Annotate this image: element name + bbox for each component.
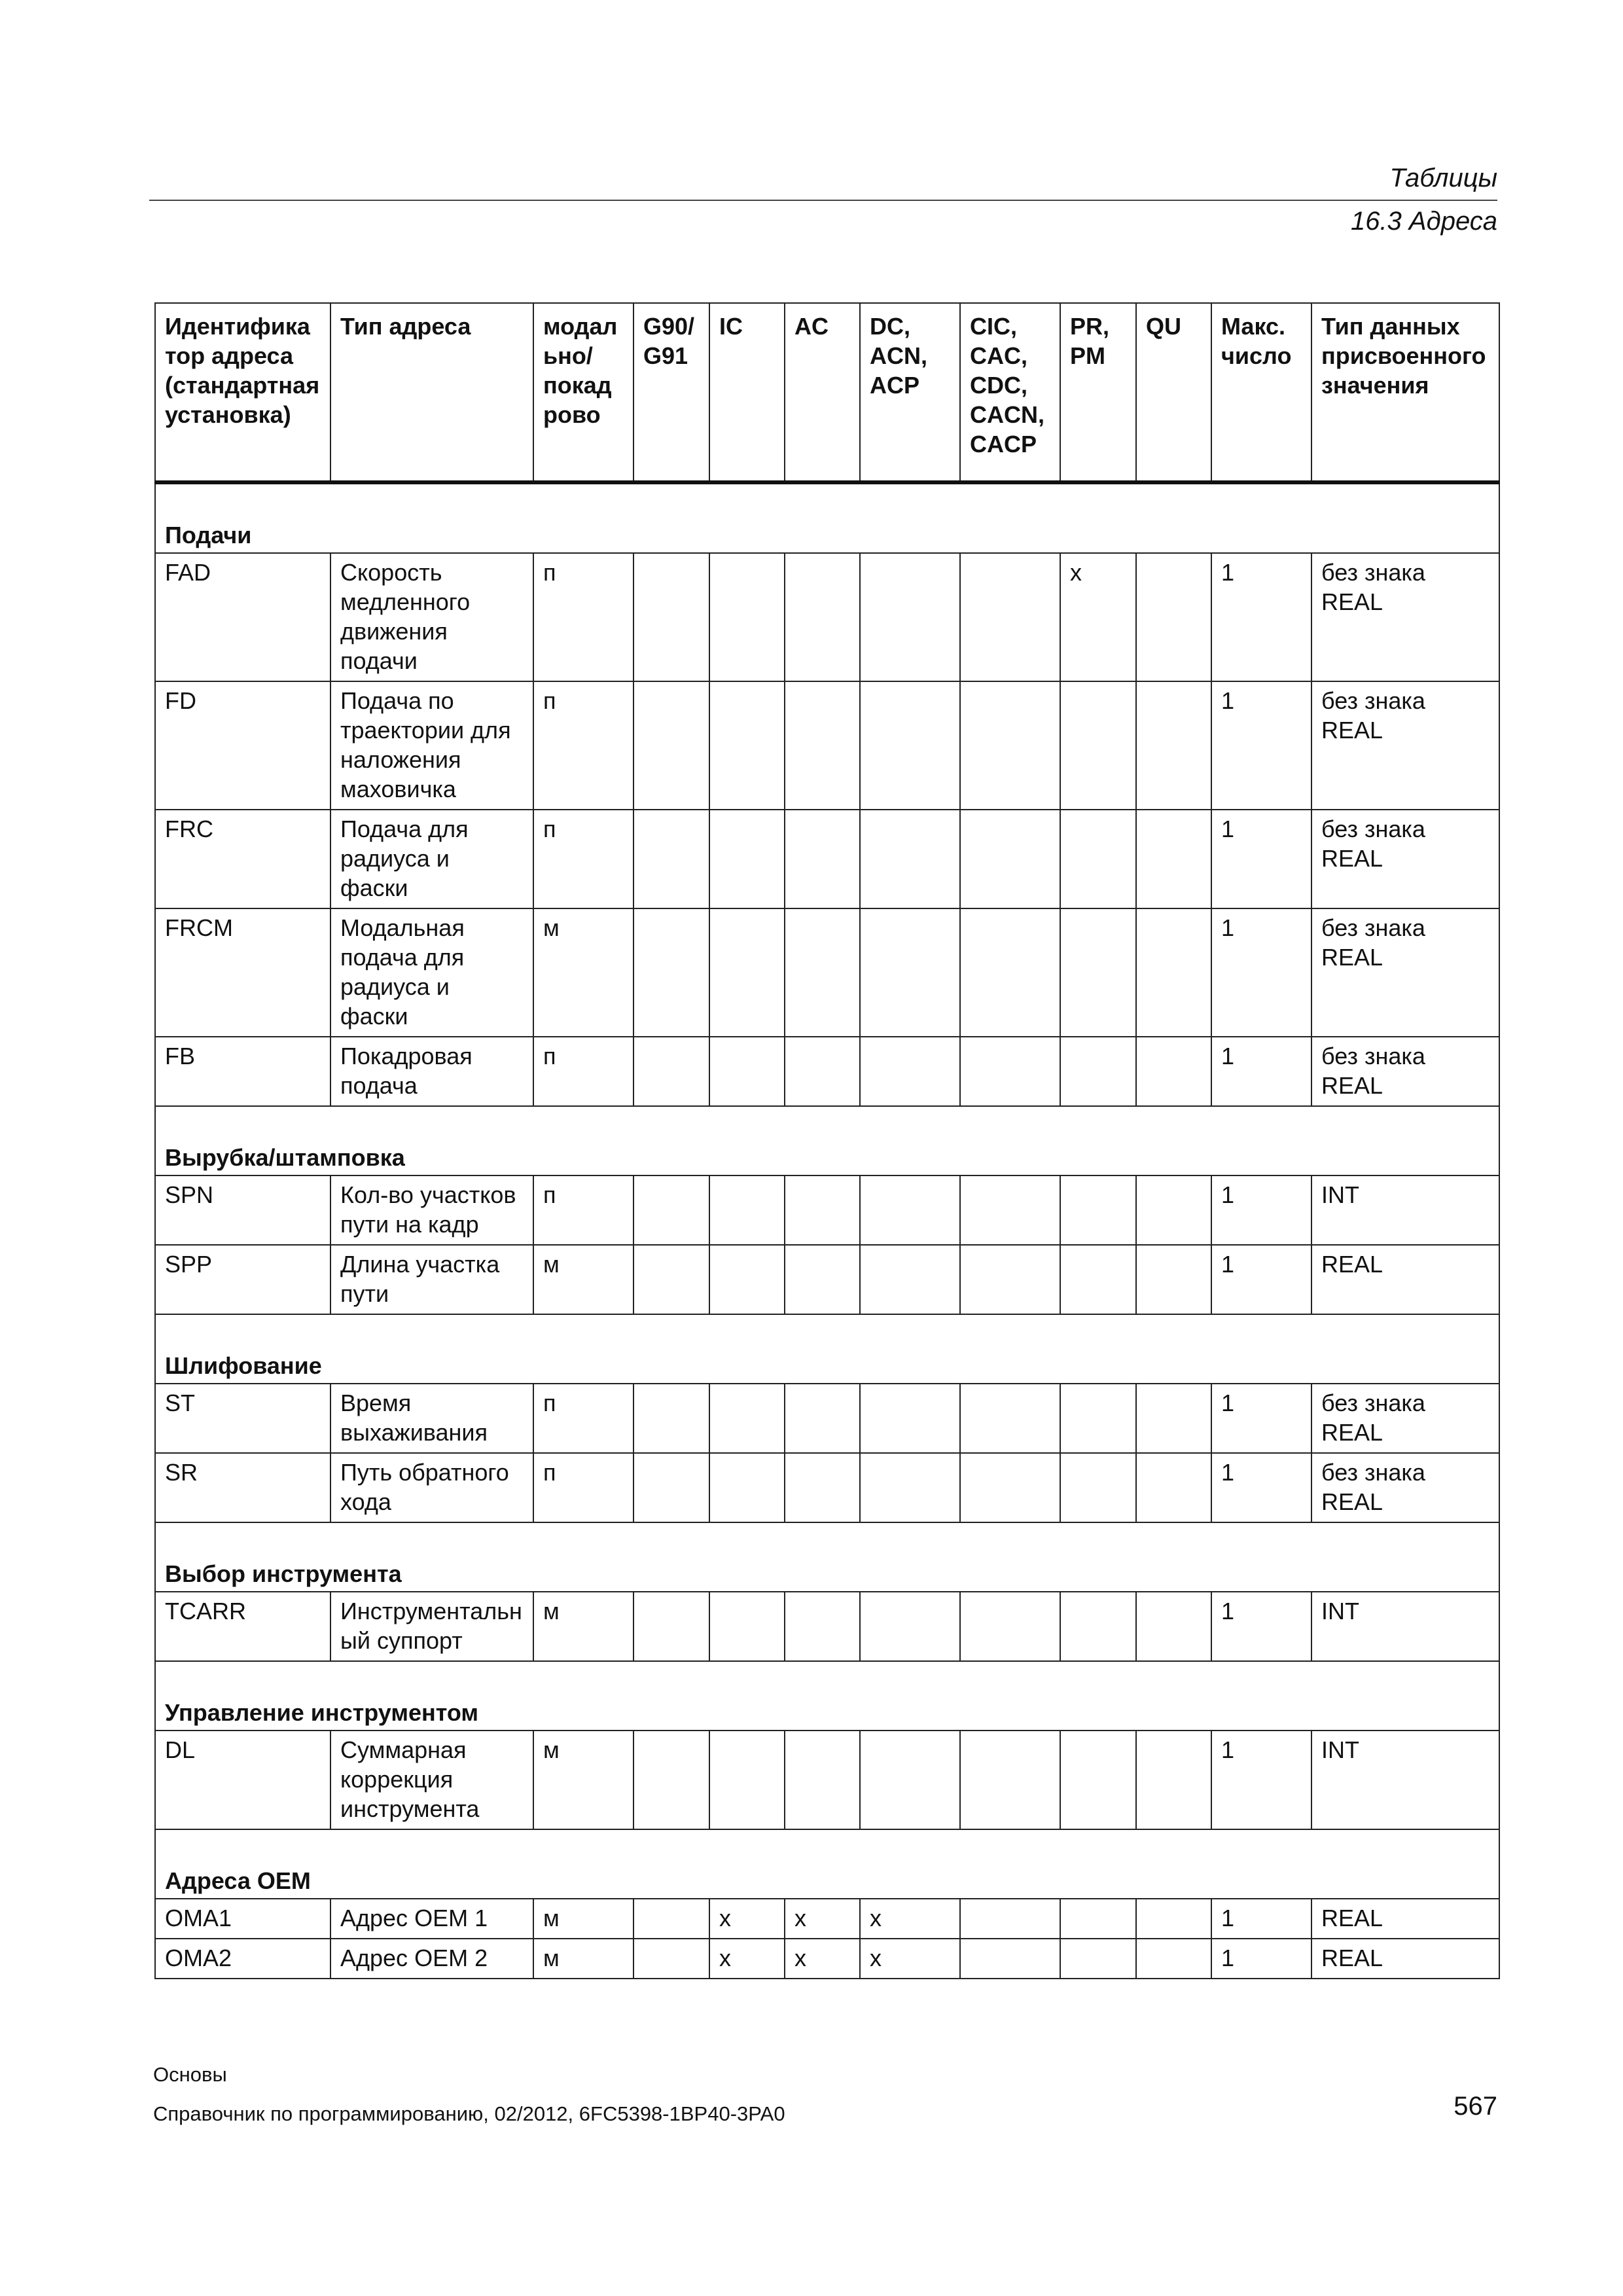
cell-dc	[860, 1037, 960, 1106]
column-header: G90/ G91	[633, 303, 709, 482]
cell-ic	[709, 1384, 785, 1453]
cell-max: 1	[1211, 1592, 1311, 1661]
cell-id: FAD	[155, 553, 330, 681]
cell-ac	[785, 681, 860, 810]
cell-pr	[1060, 681, 1136, 810]
cell-qu	[1136, 1245, 1211, 1314]
cell-ac	[785, 1731, 860, 1829]
table-row	[155, 1939, 1499, 1979]
group-header-row	[155, 1314, 1499, 1384]
cell-dc	[860, 1453, 960, 1522]
cell-qu	[1136, 1453, 1211, 1522]
footer-manual-info: Справочник по программированию, 02/2012, 6FC5398-1BP40-3PA0	[153, 2102, 785, 2125]
column-header: Тип адреса	[330, 303, 533, 482]
cell-dtype: без знака REAL	[1311, 908, 1499, 1037]
cell-ic	[709, 1037, 785, 1106]
cell-id: SR	[155, 1453, 330, 1522]
page-number: 567	[1454, 2092, 1497, 2121]
cell-dc	[860, 1175, 960, 1245]
cell-qu	[1136, 1899, 1211, 1939]
cell-dc: x	[860, 1939, 960, 1979]
cell-dtype: без знака REAL	[1311, 553, 1499, 681]
cell-pr	[1060, 1037, 1136, 1106]
cell-max: 1	[1211, 1245, 1311, 1314]
cell-dc	[860, 1731, 960, 1829]
cell-g90	[633, 1731, 709, 1829]
cell-type: Путь обратного хода	[330, 1453, 533, 1522]
cell-qu	[1136, 1592, 1211, 1661]
group-header-row	[155, 1522, 1499, 1592]
cell-g90	[633, 1037, 709, 1106]
cell-modal: п	[533, 1037, 633, 1106]
cell-max: 1	[1211, 908, 1311, 1037]
cell-id: FB	[155, 1037, 330, 1106]
cell-ac	[785, 1175, 860, 1245]
cell-g90	[633, 908, 709, 1037]
cell-ic	[709, 1245, 785, 1314]
cell-dtype: REAL	[1311, 1245, 1499, 1314]
cell-modal: м	[533, 1899, 633, 1939]
cell-type: Покадровая подача	[330, 1037, 533, 1106]
table-row	[155, 1899, 1499, 1939]
cell-pr	[1060, 1592, 1136, 1661]
cell-ac	[785, 1384, 860, 1453]
cell-dtype: INT	[1311, 1175, 1499, 1245]
cell-dtype: без знака REAL	[1311, 1037, 1499, 1106]
cell-modal: п	[533, 810, 633, 908]
cell-ac	[785, 908, 860, 1037]
cell-id: FD	[155, 681, 330, 810]
table-row	[155, 1245, 1499, 1314]
cell-ac	[785, 1037, 860, 1106]
cell-max: 1	[1211, 1939, 1311, 1979]
group-title: Шлифование	[155, 1314, 1499, 1384]
column-header: Тип данных присвоенного значения	[1311, 303, 1499, 482]
cell-ic	[709, 908, 785, 1037]
table-body	[155, 482, 1499, 1979]
cell-dc	[860, 1592, 960, 1661]
table-row	[155, 681, 1499, 810]
cell-type: Суммарная коррекция инструмента	[330, 1731, 533, 1829]
cell-ic: x	[709, 1939, 785, 1979]
cell-dc	[860, 553, 960, 681]
cell-type: Адрес OEM 2	[330, 1939, 533, 1979]
group-title: Адреса OEM	[155, 1829, 1499, 1899]
cell-modal: п	[533, 1175, 633, 1245]
cell-cic	[960, 810, 1060, 908]
cell-g90	[633, 810, 709, 908]
cell-pr	[1060, 1175, 1136, 1245]
column-header: QU	[1136, 303, 1211, 482]
cell-cic	[960, 1731, 1060, 1829]
cell-cic	[960, 1384, 1060, 1453]
cell-id: SPP	[155, 1245, 330, 1314]
cell-ic	[709, 1731, 785, 1829]
cell-g90	[633, 1453, 709, 1522]
cell-pr	[1060, 908, 1136, 1037]
cell-max: 1	[1211, 810, 1311, 908]
table-row	[155, 908, 1499, 1037]
group-title: Управление инструментом	[155, 1661, 1499, 1731]
cell-modal: м	[533, 908, 633, 1037]
cell-type: Инструментальный суппорт	[330, 1592, 533, 1661]
table-row	[155, 1731, 1499, 1829]
cell-type: Подача по траектории для наложения маховичка	[330, 681, 533, 810]
cell-ic	[709, 1175, 785, 1245]
cell-qu	[1136, 681, 1211, 810]
cell-g90	[633, 681, 709, 810]
cell-id: TCARR	[155, 1592, 330, 1661]
cell-dtype: без знака REAL	[1311, 1453, 1499, 1522]
group-header-row	[155, 1661, 1499, 1731]
cell-max: 1	[1211, 1899, 1311, 1939]
table-row	[155, 1384, 1499, 1453]
cell-ic	[709, 681, 785, 810]
cell-dc	[860, 810, 960, 908]
table-row	[155, 1175, 1499, 1245]
cell-dtype: INT	[1311, 1731, 1499, 1829]
cell-type: Подача для радиуса и фаски	[330, 810, 533, 908]
group-title: Выбор инструмента	[155, 1522, 1499, 1592]
cell-cic	[960, 1899, 1060, 1939]
cell-cic	[960, 1939, 1060, 1979]
table-row	[155, 1592, 1499, 1661]
cell-g90	[633, 1899, 709, 1939]
cell-ac	[785, 1453, 860, 1522]
column-header: Идентификатор адреса (стандартная установка)	[155, 303, 330, 482]
cell-max: 1	[1211, 1175, 1311, 1245]
table-row	[155, 1453, 1499, 1522]
cell-dtype: без знака REAL	[1311, 681, 1499, 810]
address-table	[154, 302, 1500, 1979]
cell-pr	[1060, 1731, 1136, 1829]
cell-dtype: без знака REAL	[1311, 810, 1499, 908]
cell-id: ST	[155, 1384, 330, 1453]
cell-g90	[633, 553, 709, 681]
cell-ic	[709, 1453, 785, 1522]
cell-qu	[1136, 1175, 1211, 1245]
cell-max: 1	[1211, 1731, 1311, 1829]
group-title: Вырубка/штамповка	[155, 1106, 1499, 1175]
cell-qu	[1136, 1384, 1211, 1453]
cell-ac	[785, 1245, 860, 1314]
column-header: CIC, CAC, CDC, CACN, CACP	[960, 303, 1060, 482]
cell-cic	[960, 553, 1060, 681]
cell-max: 1	[1211, 1037, 1311, 1106]
group-title: Подачи	[155, 482, 1499, 553]
cell-dtype: без знака REAL	[1311, 1384, 1499, 1453]
cell-g90	[633, 1592, 709, 1661]
cell-pr	[1060, 1384, 1136, 1453]
cell-dc	[860, 908, 960, 1037]
group-header-row	[155, 1829, 1499, 1899]
cell-g90	[633, 1384, 709, 1453]
cell-g90	[633, 1939, 709, 1979]
cell-cic	[960, 1037, 1060, 1106]
cell-cic	[960, 1245, 1060, 1314]
column-header: AC	[785, 303, 860, 482]
cell-cic	[960, 1453, 1060, 1522]
table-row	[155, 1037, 1499, 1106]
cell-cic	[960, 908, 1060, 1037]
cell-g90	[633, 1245, 709, 1314]
cell-modal: м	[533, 1731, 633, 1829]
cell-ac	[785, 553, 860, 681]
column-header: DC, ACN, ACP	[860, 303, 960, 482]
footer-book-title: Основы	[153, 2063, 227, 2086]
table-header-row	[155, 303, 1499, 482]
cell-type: Модальная подача для радиуса и фаски	[330, 908, 533, 1037]
cell-ic	[709, 1592, 785, 1661]
cell-type: Адрес OEM 1	[330, 1899, 533, 1939]
cell-modal: п	[533, 681, 633, 810]
cell-id: FRC	[155, 810, 330, 908]
cell-pr	[1060, 1453, 1136, 1522]
cell-ic	[709, 810, 785, 908]
cell-qu	[1136, 1731, 1211, 1829]
cell-type: Скорость медленного движения подачи	[330, 553, 533, 681]
cell-cic	[960, 1592, 1060, 1661]
cell-qu	[1136, 1037, 1211, 1106]
cell-pr	[1060, 1939, 1136, 1979]
cell-modal: п	[533, 1384, 633, 1453]
group-header-row	[155, 1106, 1499, 1175]
cell-max: 1	[1211, 681, 1311, 810]
group-header-row	[155, 482, 1499, 553]
cell-pr	[1060, 810, 1136, 908]
cell-modal: м	[533, 1592, 633, 1661]
cell-id: OMA1	[155, 1899, 330, 1939]
cell-dc	[860, 1245, 960, 1314]
header-chapter-title: Таблицы	[1389, 164, 1497, 192]
cell-modal: п	[533, 553, 633, 681]
cell-ic	[709, 553, 785, 681]
cell-modal: м	[533, 1939, 633, 1979]
column-header: PR, PM	[1060, 303, 1136, 482]
cell-ac	[785, 1592, 860, 1661]
cell-id: SPN	[155, 1175, 330, 1245]
column-header: Макс. число	[1211, 303, 1311, 482]
cell-dtype: REAL	[1311, 1899, 1499, 1939]
cell-ac: x	[785, 1939, 860, 1979]
cell-pr	[1060, 1899, 1136, 1939]
cell-ic: x	[709, 1899, 785, 1939]
cell-cic	[960, 1175, 1060, 1245]
cell-dc	[860, 1384, 960, 1453]
cell-dtype: REAL	[1311, 1939, 1499, 1979]
cell-id: OMA2	[155, 1939, 330, 1979]
table-row	[155, 810, 1499, 908]
cell-dc: x	[860, 1899, 960, 1939]
cell-dc	[860, 681, 960, 810]
cell-qu	[1136, 553, 1211, 681]
header-rule	[149, 200, 1497, 201]
cell-max: 1	[1211, 553, 1311, 681]
cell-id: FRCM	[155, 908, 330, 1037]
cell-id: DL	[155, 1731, 330, 1829]
cell-type: Кол-во участков пути на кадр	[330, 1175, 533, 1245]
cell-dtype: INT	[1311, 1592, 1499, 1661]
cell-ac: x	[785, 1899, 860, 1939]
cell-type: Время выхаживания	[330, 1384, 533, 1453]
table-row	[155, 553, 1499, 681]
column-header: модально/ покадрово	[533, 303, 633, 482]
cell-modal: п	[533, 1453, 633, 1522]
column-header: IC	[709, 303, 785, 482]
cell-qu	[1136, 810, 1211, 908]
header-section-title: 16.3 Адреса	[1350, 207, 1497, 236]
cell-modal: м	[533, 1245, 633, 1314]
cell-ac	[785, 810, 860, 908]
cell-pr	[1060, 1245, 1136, 1314]
cell-max: 1	[1211, 1384, 1311, 1453]
cell-type: Длина участка пути	[330, 1245, 533, 1314]
cell-g90	[633, 1175, 709, 1245]
cell-cic	[960, 681, 1060, 810]
cell-qu	[1136, 908, 1211, 1037]
cell-pr: x	[1060, 553, 1136, 681]
cell-max: 1	[1211, 1453, 1311, 1522]
cell-qu	[1136, 1939, 1211, 1979]
